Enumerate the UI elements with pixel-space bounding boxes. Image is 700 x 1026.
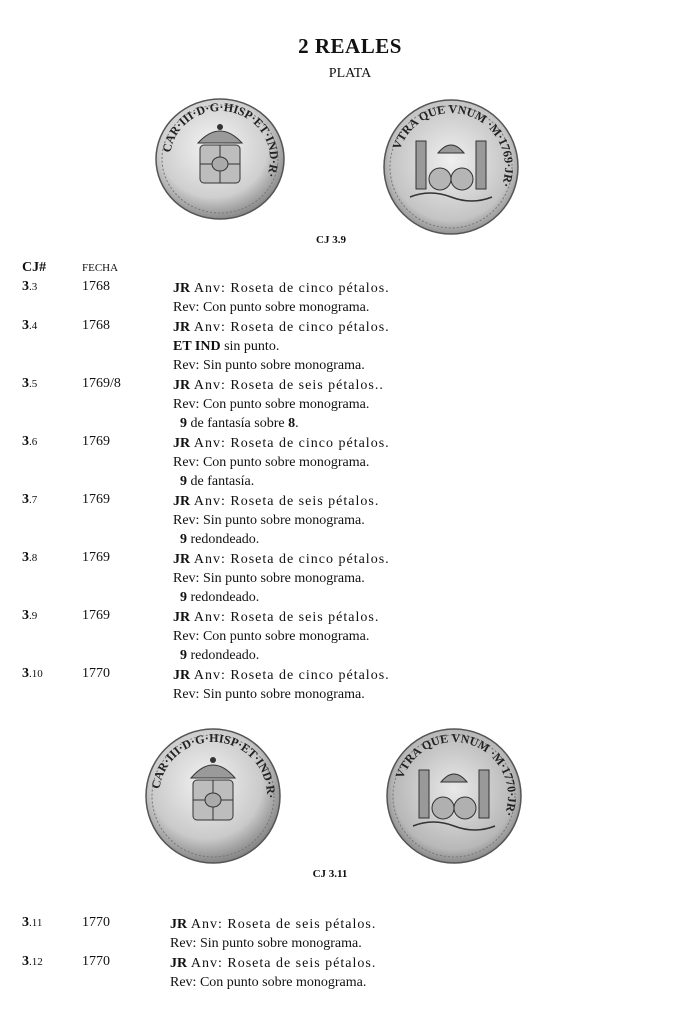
entry-date: 1769 xyxy=(82,550,110,565)
entry-date: 1769 xyxy=(82,434,110,449)
coin-obverse-image-1 xyxy=(150,97,290,222)
page-subtitle: PLATA xyxy=(328,66,372,81)
entry-description: JR Anv: Roseta de seis pétalos.. Rev: Con punto sobre monograma. 9 de fantasía sobre 8. xyxy=(173,378,384,431)
entry-number: 3.3 xyxy=(22,279,38,294)
entry-description: JR Anv: Roseta de cinco pétalos. Rev: Sin punto sobre monograma. 9 redondeado. xyxy=(173,552,390,605)
coin-legend-obverse-1: CAR·III·D·G·HISP·ET·IND·R· xyxy=(159,99,282,180)
coin-legend-reverse-1: VTRA QUE VNUM ·M·1769·JR· xyxy=(389,101,517,190)
entry-date: 1769 xyxy=(82,492,110,507)
table-header-cj: CJ# xyxy=(22,260,47,275)
entry-description: JR Anv: Roseta de seis pétalos. Rev: Sin punto sobre monograma. 9 redondeado. xyxy=(173,494,380,547)
coin-obverse-image-2 xyxy=(143,726,283,866)
entry-date: 1770 xyxy=(82,666,110,681)
entry-date: 1769/8 xyxy=(82,376,121,391)
entry-description: JR Anv: Roseta de cinco pétalos. Rev: Sin punto sobre monograma. xyxy=(173,668,390,702)
entry-date: 1770 xyxy=(82,915,110,930)
table-header-fecha: FECHA xyxy=(82,262,119,274)
entry-date: 1769 xyxy=(82,608,110,623)
entry-number: 3.8 xyxy=(22,550,38,565)
entry-number: 3.10 xyxy=(22,666,43,681)
entry-number: 3.11 xyxy=(22,915,43,930)
entry-number: 3.12 xyxy=(22,954,43,969)
entry-description: JR Anv: Roseta de seis pétalos. Rev: Sin punto sobre monograma. xyxy=(170,917,377,951)
coin-reverse-image-2 xyxy=(384,726,524,866)
figure-caption-1: CJ 3.9 xyxy=(316,234,346,246)
figure-caption-2: CJ 3.11 xyxy=(312,868,348,880)
entry-number: 3.6 xyxy=(22,434,38,449)
entry-description: JR Anv: Roseta de cinco pétalos. Rev: Con punto sobre monograma. 9 de fantasía. xyxy=(173,436,390,489)
entry-date: 1768 xyxy=(82,279,110,294)
coin-legend-obverse-2: CAR·III·D·G·HISP·ET·IND·R· xyxy=(148,730,279,799)
entry-description: JR Anv: Roseta de seis pétalos. Rev: Con punto sobre monograma. 9 redondeado. xyxy=(173,610,380,663)
coin-reverse-image-1 xyxy=(380,97,522,237)
coin-legend-reverse-2: VTRA QUE VNUM ·M·1770·JR· xyxy=(392,730,520,819)
page-title: 2 REALES xyxy=(298,34,402,58)
entry-number: 3.7 xyxy=(22,492,38,507)
entry-number: 3.9 xyxy=(22,608,38,623)
entry-description: JR Anv: Roseta de cinco pétalos. Rev: Con punto sobre monograma. xyxy=(173,281,390,315)
entry-date: 1768 xyxy=(82,318,110,333)
entry-description: JR Anv: Roseta de seis pétalos. Rev: Con punto sobre monograma. xyxy=(170,956,377,990)
entry-description: JR Anv: Roseta de cinco pétalos. ET IND sin punto. Rev: Sin punto sobre monograma. xyxy=(173,320,390,373)
entry-date: 1770 xyxy=(82,954,110,969)
entry-number: 3.5 xyxy=(22,376,38,391)
entry-number: 3.4 xyxy=(22,318,38,333)
